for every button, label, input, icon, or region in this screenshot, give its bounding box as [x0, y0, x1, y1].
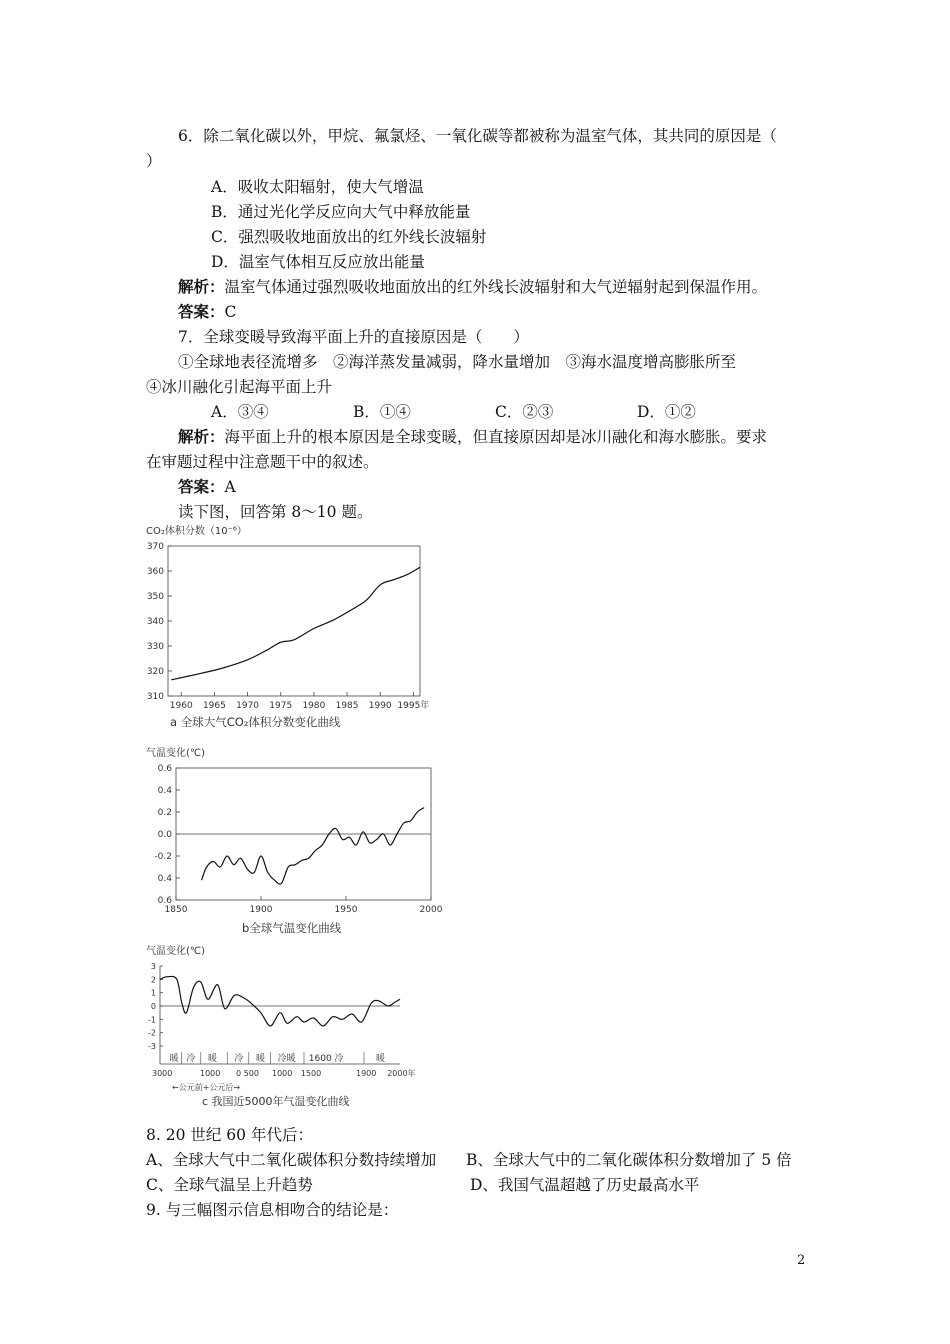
plot-frame: [168, 546, 420, 696]
period-label: 1600 冷: [308, 1054, 344, 1064]
q8-stem: 8. 20 世纪 60 年代后：: [146, 1126, 313, 1144]
y-axis-label: CO₂体积分数（10⁻⁶）: [146, 526, 247, 537]
y-tick-label: 310: [146, 692, 164, 702]
y-tick-label: 360: [146, 567, 164, 577]
q6-option-a: A．吸收太阳辐射，使大气增温: [211, 178, 424, 196]
chart-caption: c 我国近5000年气温变化曲线: [202, 1095, 350, 1108]
x-tick-label: 1000: [200, 1069, 221, 1078]
y-tick-label: -3: [148, 1042, 156, 1051]
y-tick-label: 0.4: [157, 786, 172, 796]
answer-label: 答案：: [178, 302, 225, 321]
x-tick-label: 1000: [272, 1069, 293, 1078]
q7-stem: 7．全球变暖导致海平面上升的直接原因是（ ）: [178, 328, 529, 346]
x-tick-label: 1965: [202, 701, 226, 711]
q6-option-b: B．通过光化学反应向大气中释放能量: [211, 203, 471, 221]
period-label: 冷: [234, 1054, 244, 1064]
q6-option-c: C．强烈吸收地面放出的红外线长波辐射: [211, 228, 487, 246]
y-tick-label: 370: [146, 542, 164, 552]
era-note: ←公元前+公元后→: [172, 1083, 241, 1092]
period-label: 暖: [208, 1054, 218, 1064]
x-tick-label: 1950: [334, 905, 358, 915]
answer-value: C: [224, 303, 237, 321]
x-tick-label: 1900: [356, 1069, 377, 1078]
x-tick-label: 2000年: [387, 1069, 416, 1078]
read-prompt: 读下图，回答第 8～10 题。: [178, 503, 373, 521]
co2-series-line: [171, 567, 420, 680]
y-tick-label: 320: [146, 667, 164, 677]
chart-caption: a 全球大气CO₂体积分数变化曲线: [170, 715, 341, 729]
y-tick-label: 340: [146, 617, 164, 627]
q7-answer: [178, 477, 236, 497]
q8-option-d: D、我国气温超越了历史最高水平: [470, 1176, 700, 1194]
y-tick-label: 0.6: [157, 896, 172, 906]
answer-value: A: [224, 478, 236, 496]
q9-stem: 9. 与三幅图示信息相吻合的结论是：: [146, 1201, 399, 1219]
y-tick-label: 330: [146, 642, 164, 652]
answer-label: 答案：: [178, 477, 225, 496]
y-tick-label: 0.4: [157, 874, 172, 884]
y-tick-label: -1: [148, 1015, 156, 1025]
analysis-label: 解析：: [178, 427, 225, 446]
x-tick-label: 1970: [236, 701, 260, 711]
q7-option-d: D．①②: [637, 403, 696, 421]
x-tick-label: 3000: [152, 1069, 173, 1078]
q8-option-b: B、全球大气中的二氧化碳体积分数增加了 5 倍: [466, 1151, 792, 1169]
china-temp-series-line: [160, 976, 400, 1026]
y-tick-label: 0.0: [157, 830, 172, 840]
q8-option-a: A、全球大气中二氧化碳体积分数持续增加: [146, 1151, 437, 1169]
chart-global-temp: [140, 742, 443, 937]
y-tick-label: 350: [146, 592, 164, 602]
period-label: 冷暖: [277, 1054, 296, 1064]
q7-analysis-line1: [178, 427, 767, 447]
q6-stem: 6．除二氧化碳以外，甲烷、氟氯烃、一氧化碳等都被称为温室气体，其共同的原因是（: [178, 127, 777, 145]
x-tick-label: 1990: [368, 701, 392, 711]
y-tick-label: -2: [148, 1028, 156, 1038]
q7-items-line1: ①全球地表径流增多 ②海洋蒸发量减弱，降水量增加 ③海水温度增高膨胀所至: [178, 353, 737, 371]
x-tick-label: 1985: [335, 701, 359, 711]
q7-option-b: B．①④: [353, 403, 411, 421]
q6-analysis: [178, 277, 767, 297]
y-tick-label: 0.6: [157, 764, 172, 774]
analysis-text: 温室气体通过强烈吸收地面放出的红外线长波辐射和大气逆辐射起到保温作用。: [224, 278, 768, 296]
x-tick-label: 0 500: [236, 1069, 259, 1078]
q7-option-c: C．②③: [495, 403, 554, 421]
x-tick-label: 1500: [300, 1069, 322, 1078]
q7-analysis-line2: 在审题过程中注意题干中的叙述。: [146, 453, 379, 471]
period-label: 暖: [376, 1054, 386, 1064]
q8-option-c: C、全球气温呈上升趋势: [146, 1176, 313, 1194]
period-label: 暖: [169, 1054, 179, 1064]
y-tick-label: -0.2: [154, 852, 172, 862]
q6-stem-cont: ）: [146, 152, 162, 170]
period-label: 冷: [186, 1054, 196, 1064]
x-tick-label: 1850: [164, 905, 188, 915]
y-tick-label: 0: [150, 1002, 156, 1011]
x-tick-label: 1975: [269, 701, 293, 711]
period-label: 暖: [256, 1054, 266, 1064]
chart-china-temp: [140, 942, 430, 1107]
y-axis-label: 气温变化(℃): [146, 748, 206, 759]
y-axis-label: 气温变化(℃): [146, 946, 206, 957]
chart-caption: b全球气温变化曲线: [242, 921, 342, 935]
y-tick-label: 0.2: [157, 808, 172, 818]
x-tick-label: 1980: [302, 701, 326, 711]
x-tick-label: 1995年: [397, 701, 430, 711]
y-tick-label: 1: [150, 988, 156, 998]
q7-option-a: A．③④: [211, 403, 269, 421]
page-number: 2: [797, 1253, 806, 1268]
q7-items-line2: ④冰川融化引起海平面上升: [146, 378, 333, 396]
y-tick-label: 2: [150, 975, 156, 985]
q6-option-d: D．温室气体相互反应放出能量: [211, 253, 425, 271]
analysis-text: 海平面上升的根本原因是全球变暖，但直接原因却是冰川融化和海水膨胀。要求: [224, 428, 768, 446]
x-tick-label: 1900: [249, 905, 273, 915]
analysis-label: 解析：: [178, 277, 225, 296]
x-tick-label: 1960: [169, 701, 193, 711]
y-tick-label: 3: [150, 962, 156, 971]
x-tick-label: 2000: [419, 905, 443, 915]
chart-co2: [140, 520, 440, 735]
q6-answer: [178, 302, 236, 322]
temp-series-line: [202, 808, 425, 885]
